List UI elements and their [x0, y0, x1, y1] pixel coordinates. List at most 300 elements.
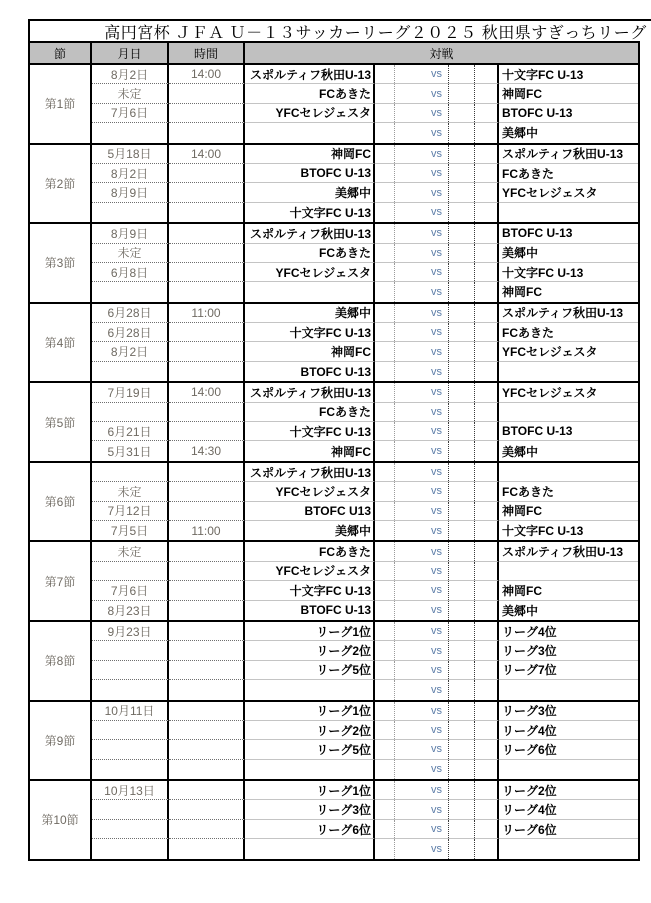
- round-rows: [92, 702, 638, 780]
- score-spacer: [475, 661, 497, 679]
- score-area: [375, 820, 499, 839]
- home-score-box: [375, 383, 395, 401]
- away-score-box: [449, 622, 475, 640]
- score-area: [375, 84, 499, 103]
- match-date: 5月31日: [92, 441, 169, 460]
- home-score-box: [375, 781, 395, 799]
- match-time: [169, 781, 245, 800]
- score-spacer: [475, 581, 497, 599]
- away-team: 神岡FC: [499, 581, 638, 600]
- match-date: [92, 123, 169, 142]
- away-team: FCあきた: [499, 323, 638, 342]
- away-team: [499, 463, 638, 482]
- away-score-box: [449, 740, 475, 758]
- home-team: リーグ2位: [245, 721, 375, 740]
- round-rows: [92, 542, 638, 620]
- vs-label: vs: [395, 362, 449, 381]
- match-row: [92, 820, 638, 839]
- match-time: 11:00: [169, 521, 245, 540]
- away-score-box: [449, 104, 475, 122]
- score-spacer: [475, 641, 497, 659]
- match-time: [169, 203, 245, 222]
- col-header-date: 月日: [92, 43, 169, 63]
- score-spacer: [475, 521, 497, 540]
- score-area: [375, 224, 499, 243]
- round-label: 第2節: [30, 145, 92, 223]
- away-score-box: [449, 463, 475, 481]
- match-row: [92, 263, 638, 282]
- score-area: [375, 441, 499, 460]
- home-team: [245, 282, 375, 301]
- match-row: [92, 422, 638, 441]
- score-area: [375, 403, 499, 422]
- away-score-box: [449, 661, 475, 679]
- home-team: FCあきた: [245, 403, 375, 422]
- vs-label: vs: [395, 84, 449, 102]
- home-score-box: [375, 800, 395, 818]
- home-score-box: [375, 224, 395, 242]
- home-team: リーグ5位: [245, 740, 375, 759]
- score-area: [375, 502, 499, 521]
- score-spacer: [475, 383, 497, 401]
- home-score-box: [375, 542, 395, 560]
- match-date: [92, 661, 169, 680]
- round-label: 第9節: [30, 702, 92, 780]
- round-rows: [92, 145, 638, 223]
- away-score-box: [449, 502, 475, 520]
- score-spacer: [475, 164, 497, 182]
- match-time: [169, 282, 245, 301]
- match-row: [92, 581, 638, 600]
- score-area: [375, 304, 499, 323]
- home-score-box: [375, 263, 395, 281]
- away-score-box: [449, 403, 475, 421]
- home-team: スポルティフ秋田U-13: [245, 224, 375, 243]
- home-score-box: [375, 183, 395, 201]
- match-row: [92, 521, 638, 540]
- match-time: [169, 244, 245, 263]
- match-time: [169, 721, 245, 740]
- score-area: [375, 680, 499, 699]
- away-score-box: [449, 203, 475, 222]
- away-team: 神岡FC: [499, 84, 638, 103]
- match-time: [169, 104, 245, 123]
- match-row: [92, 123, 638, 142]
- home-score-box: [375, 521, 395, 540]
- score-area: [375, 104, 499, 123]
- away-score-box: [449, 383, 475, 401]
- home-score-box: [375, 502, 395, 520]
- table-body: [30, 65, 638, 859]
- score-spacer: [475, 820, 497, 838]
- away-score-box: [449, 164, 475, 182]
- away-team: [499, 403, 638, 422]
- match-row: [92, 839, 638, 858]
- away-score-box: [449, 84, 475, 102]
- home-score-box: [375, 482, 395, 500]
- score-spacer: [475, 482, 497, 500]
- vs-label: vs: [395, 65, 449, 83]
- match-row: [92, 781, 638, 800]
- round-rows: [92, 304, 638, 382]
- match-date: 7月6日: [92, 581, 169, 600]
- match-row: [92, 601, 638, 620]
- match-date: [92, 282, 169, 301]
- vs-label: vs: [395, 164, 449, 182]
- score-area: [375, 422, 499, 441]
- vs-label: vs: [395, 282, 449, 301]
- home-score-box: [375, 123, 395, 142]
- score-area: [375, 542, 499, 561]
- score-spacer: [475, 760, 497, 779]
- away-team: 十文字FC U-13: [499, 65, 638, 84]
- home-team: 神岡FC: [245, 441, 375, 460]
- away-team: 神岡FC: [502, 285, 542, 300]
- vs-label: vs: [395, 601, 449, 620]
- match-date: 10月11日: [92, 702, 169, 721]
- home-score-box: [375, 760, 395, 779]
- match-time: [169, 422, 245, 441]
- away-team: スポルティフ秋田U-13: [499, 304, 638, 323]
- match-time: [169, 702, 245, 721]
- match-time: [169, 463, 245, 482]
- home-score-box: [375, 839, 395, 858]
- round-rows: [92, 463, 638, 541]
- vs-label: vs: [395, 482, 449, 500]
- match-date: 7月19日: [92, 383, 169, 402]
- away-score-box: [449, 145, 475, 163]
- match-date: 未定: [92, 84, 169, 103]
- away-score-box: [449, 323, 475, 341]
- away-team: BTOFC U-13: [499, 422, 638, 441]
- home-score-box: [375, 641, 395, 659]
- vs-label: vs: [395, 661, 449, 679]
- home-score-box: [375, 164, 395, 182]
- home-team: FCあきた: [245, 84, 375, 103]
- home-team: 美郷中: [245, 183, 375, 202]
- home-score-box: [375, 323, 395, 341]
- match-date: 5月18日: [92, 145, 169, 164]
- match-time: [169, 820, 245, 839]
- away-score-box: [449, 781, 475, 799]
- match-date: [92, 800, 169, 819]
- home-team: スポルティフ秋田U-13: [245, 383, 375, 402]
- away-score-box: [449, 224, 475, 242]
- vs-label: vs: [395, 263, 449, 281]
- match-date: [92, 403, 169, 422]
- match-time: [169, 680, 245, 699]
- away-team: リーグ4位: [499, 721, 638, 740]
- match-date: [92, 740, 169, 759]
- round-section: [30, 224, 638, 304]
- match-date: [92, 820, 169, 839]
- match-row: [92, 203, 638, 222]
- score-spacer: [475, 65, 497, 83]
- home-team: YFCセレジェスタ: [245, 104, 375, 123]
- match-time: [169, 601, 245, 620]
- away-team: [499, 362, 638, 381]
- home-score-box: [375, 422, 395, 440]
- home-team: リーグ2位: [245, 641, 375, 660]
- match-date: [92, 562, 169, 581]
- match-row: [92, 641, 638, 660]
- away-score-box: [449, 601, 475, 620]
- round-rows: [92, 781, 638, 859]
- score-area: [375, 164, 499, 183]
- away-team: YFCセレジェスタ: [499, 342, 638, 361]
- home-team: BTOFC U-13: [245, 362, 375, 381]
- away-score-box: [449, 542, 475, 560]
- home-score-box: [375, 562, 395, 580]
- away-score-box: [449, 641, 475, 659]
- match-row: [92, 562, 638, 581]
- home-score-box: [375, 84, 395, 102]
- vs-label: vs: [395, 542, 449, 560]
- score-area: [375, 740, 499, 759]
- match-time: [169, 263, 245, 282]
- match-time: [169, 542, 245, 561]
- vs-label: vs: [395, 123, 449, 142]
- match-date: 7月12日: [92, 502, 169, 521]
- score-area: [375, 463, 499, 482]
- vs-label: vs: [395, 820, 449, 838]
- match-row: [92, 65, 638, 84]
- away-score-box: [449, 839, 475, 858]
- home-team: 十文字FC U-13: [245, 203, 375, 222]
- score-spacer: [475, 244, 497, 262]
- away-score-box: [449, 441, 475, 460]
- home-score-box: [375, 145, 395, 163]
- match-date: [92, 463, 169, 482]
- match-date: 8月9日: [92, 224, 169, 243]
- score-spacer: [475, 362, 497, 381]
- score-spacer: [475, 542, 497, 560]
- score-spacer: [475, 839, 497, 858]
- home-team: 十文字FC U-13: [245, 581, 375, 600]
- match-time: [169, 362, 245, 381]
- round-rows: [92, 383, 638, 461]
- home-score-box: [375, 65, 395, 83]
- away-team: 十文字FC U-13: [502, 524, 584, 539]
- away-score-box: [449, 820, 475, 838]
- score-spacer: [475, 562, 497, 580]
- match-time: [169, 581, 245, 600]
- vs-label: vs: [395, 383, 449, 401]
- home-score-box: [375, 661, 395, 679]
- match-time: 14:30: [169, 441, 245, 460]
- score-spacer: [475, 263, 497, 281]
- round-label: 第3節: [30, 224, 92, 302]
- match-date: 6月21日: [92, 422, 169, 441]
- away-team: 美郷中: [502, 444, 539, 459]
- home-score-box: [375, 244, 395, 262]
- home-team: [245, 760, 375, 779]
- home-team: リーグ5位: [245, 661, 375, 680]
- away-team: 美郷中: [502, 603, 539, 618]
- score-area: [375, 244, 499, 263]
- match-time: [169, 760, 245, 779]
- match-date: [92, 721, 169, 740]
- match-time: [169, 403, 245, 422]
- match-date: 6月28日: [92, 304, 169, 323]
- round-rows: [92, 65, 638, 143]
- home-team: リーグ3位: [245, 800, 375, 819]
- score-area: [375, 482, 499, 501]
- vs-label: vs: [395, 800, 449, 818]
- away-score-box: [449, 183, 475, 201]
- away-team: [499, 760, 638, 779]
- home-score-box: [375, 581, 395, 599]
- score-area: [375, 383, 499, 402]
- round-section: [30, 542, 638, 622]
- score-spacer: [475, 680, 497, 699]
- away-team: [499, 203, 638, 222]
- match-time: [169, 342, 245, 361]
- away-team: スポルティフ秋田U-13: [499, 145, 638, 164]
- vs-label: vs: [395, 641, 449, 659]
- match-row: [92, 502, 638, 521]
- home-team: BTOFC U13: [245, 502, 375, 521]
- match-time: [169, 224, 245, 243]
- home-score-box: [375, 203, 395, 222]
- match-time: [169, 661, 245, 680]
- home-score-box: [375, 342, 395, 360]
- match-date: [92, 362, 169, 381]
- match-time: [169, 84, 245, 103]
- score-spacer: [475, 502, 497, 520]
- score-spacer: [475, 721, 497, 739]
- away-team: [499, 839, 638, 858]
- match-time: [169, 123, 245, 142]
- home-team: [245, 680, 375, 699]
- home-team: YFCセレジェスタ: [245, 263, 375, 282]
- away-score-box: [449, 562, 475, 580]
- match-row: [92, 403, 638, 422]
- round-label: 第6節: [30, 463, 92, 541]
- score-spacer: [475, 203, 497, 222]
- score-area: [375, 562, 499, 581]
- vs-label: vs: [395, 104, 449, 122]
- home-team: スポルティフ秋田U-13: [245, 65, 375, 84]
- home-team: 十文字FC U-13: [245, 422, 375, 441]
- score-spacer: [475, 304, 497, 322]
- score-area: [375, 65, 499, 84]
- match-row: [92, 84, 638, 103]
- vs-label: vs: [395, 521, 449, 540]
- match-row: [92, 104, 638, 123]
- home-team: YFCセレジェスタ: [245, 562, 375, 581]
- home-team: BTOFC U-13: [245, 601, 375, 620]
- match-row: [92, 342, 638, 361]
- round-label: 第1節: [30, 65, 92, 143]
- col-header-time: 時間: [169, 43, 245, 63]
- home-team: スポルティフ秋田U-13: [245, 463, 375, 482]
- round-section: [30, 702, 638, 782]
- away-score-box: [449, 482, 475, 500]
- vs-label: vs: [395, 441, 449, 460]
- away-team: 美郷中: [499, 244, 638, 263]
- round-section: [30, 383, 638, 463]
- vs-label: vs: [395, 183, 449, 201]
- home-score-box: [375, 601, 395, 620]
- score-area: [375, 760, 499, 779]
- match-row: [92, 680, 638, 699]
- home-team: リーグ1位: [245, 781, 375, 800]
- table-header: [30, 43, 638, 65]
- home-score-box: [375, 680, 395, 699]
- away-score-box: [449, 123, 475, 142]
- match-time: 14:00: [169, 383, 245, 402]
- away-score-box: [449, 342, 475, 360]
- away-team: YFCセレジェスタ: [499, 383, 638, 402]
- away-team: 神岡FC: [499, 502, 638, 521]
- match-date: 8月23日: [92, 601, 169, 620]
- home-team: BTOFC U-13: [245, 164, 375, 183]
- score-spacer: [475, 463, 497, 481]
- vs-label: vs: [395, 622, 449, 640]
- match-row: [92, 164, 638, 183]
- page-title-text: 高円宮杯 ＪＦＡ Ｕ－１３サッカーリーグ２０２５ 秋田県すぎっちリーグ: [104, 24, 647, 42]
- away-team: リーグ7位: [499, 661, 638, 680]
- match-time: [169, 323, 245, 342]
- score-area: [375, 203, 499, 222]
- away-team: [499, 562, 638, 581]
- score-spacer: [475, 422, 497, 440]
- home-team: 美郷中: [245, 521, 375, 540]
- match-date: 9月23日: [92, 622, 169, 641]
- match-date: 未定: [92, 244, 169, 263]
- match-date: 6月8日: [92, 263, 169, 282]
- match-date: [92, 203, 169, 222]
- away-score-box: [449, 362, 475, 381]
- match-row: [92, 304, 638, 323]
- home-team: [245, 839, 375, 858]
- home-score-box: [375, 104, 395, 122]
- vs-label: vs: [395, 721, 449, 739]
- match-time: 14:00: [169, 65, 245, 84]
- match-time: [169, 622, 245, 641]
- score-area: [375, 123, 499, 142]
- away-score-box: [449, 304, 475, 322]
- round-rows: [92, 622, 638, 700]
- home-team: 神岡FC: [245, 342, 375, 361]
- score-spacer: [475, 342, 497, 360]
- home-score-box: [375, 282, 395, 301]
- score-spacer: [475, 145, 497, 163]
- away-score-box: [449, 581, 475, 599]
- away-score-box: [449, 521, 475, 540]
- col-header-round: 節: [30, 43, 92, 63]
- score-area: [375, 641, 499, 660]
- home-score-box: [375, 740, 395, 758]
- vs-label: vs: [395, 581, 449, 599]
- score-area: [375, 342, 499, 361]
- away-team: BTOFC U-13: [499, 104, 638, 123]
- match-row: [92, 721, 638, 740]
- vs-label: vs: [395, 224, 449, 242]
- away-team: リーグ3位: [499, 702, 638, 721]
- match-row: [92, 661, 638, 680]
- match-row: [92, 740, 638, 759]
- round-label: 第8節: [30, 622, 92, 700]
- league-schedule-table: [28, 41, 640, 861]
- match-date: 7月5日: [92, 521, 169, 540]
- match-date: [92, 839, 169, 858]
- score-spacer: [475, 740, 497, 758]
- round-section: [30, 781, 638, 859]
- page-title: [28, 19, 651, 41]
- away-score-box: [449, 680, 475, 699]
